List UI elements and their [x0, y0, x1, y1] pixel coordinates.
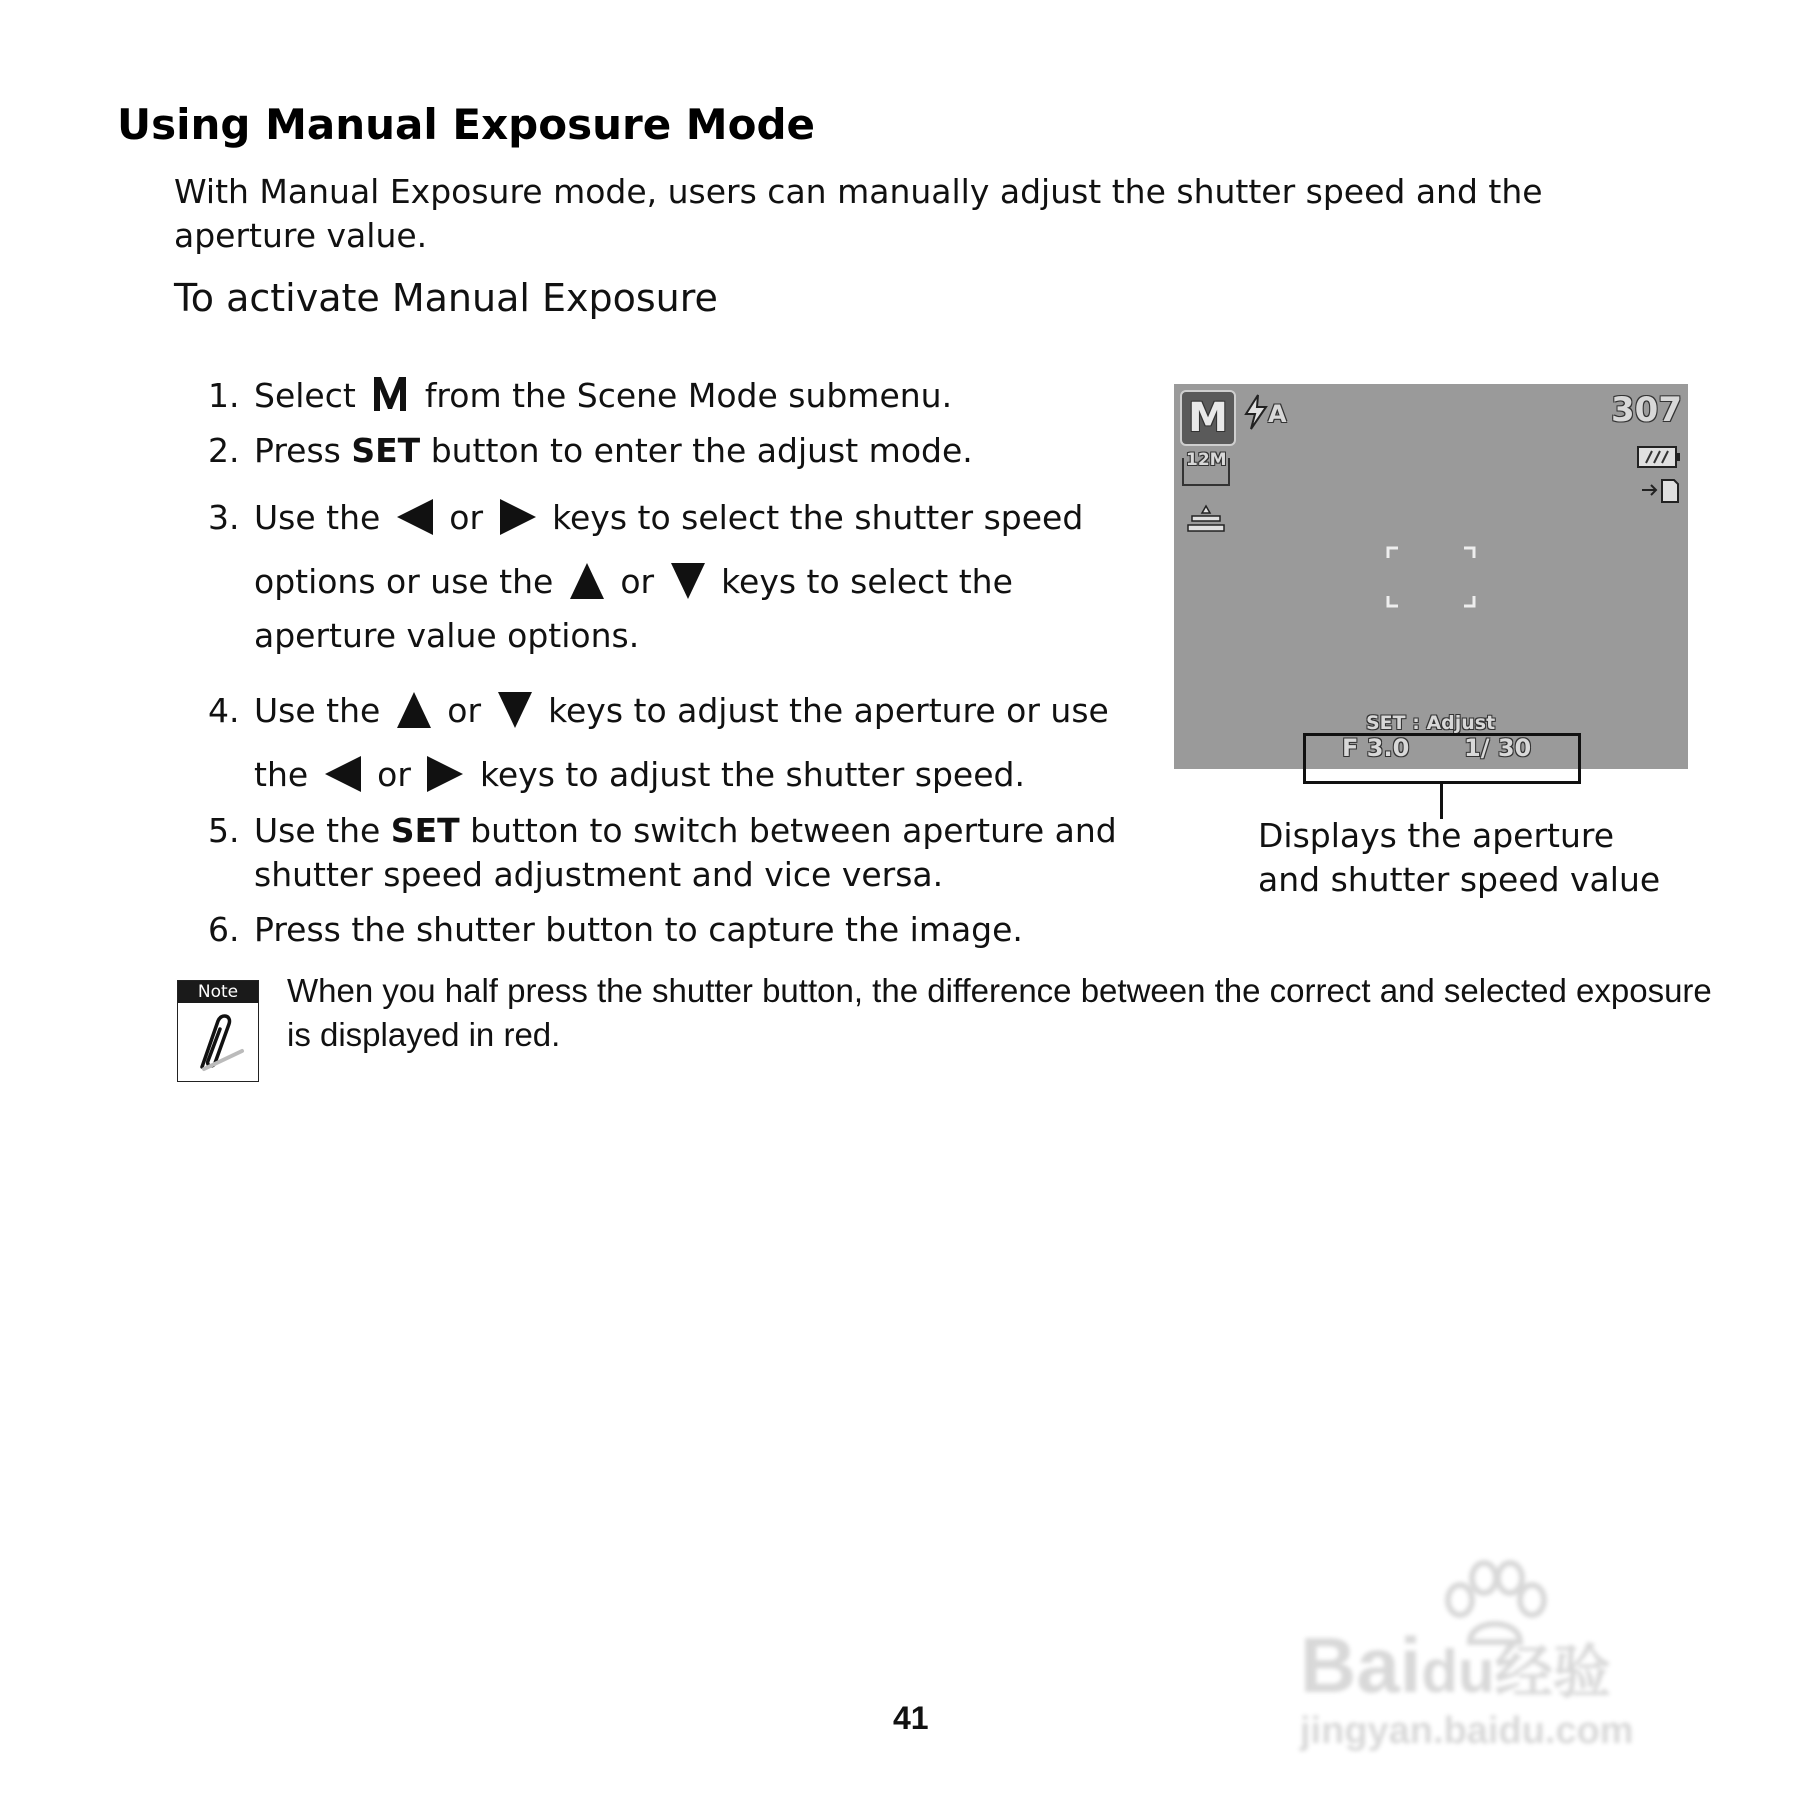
intro-paragraph: With Manual Exposure mode, users can manually adjust the shutter speed and the aperture value.: [174, 172, 1543, 255]
quality-icon: [1186, 504, 1226, 534]
resolution-label: 12M: [1186, 450, 1227, 470]
camera-lcd-screen: [1174, 384, 1688, 769]
up-arrow-icon: [397, 692, 431, 728]
set-keyword: SET: [390, 811, 460, 850]
step-number: 5.: [208, 811, 240, 850]
left-arrow-icon: [325, 756, 361, 792]
mode-label: M: [1188, 395, 1228, 441]
step-text: Use the: [254, 498, 381, 537]
screen-caption: [1258, 814, 1660, 902]
page-title: Using Manual Exposure Mode: [117, 100, 816, 149]
baidu-watermark: [1300, 1560, 1720, 1760]
step-text: keys to adjust the aperture or use: [548, 691, 1109, 730]
step-number: 2.: [208, 431, 240, 470]
set-keyword: SET: [351, 431, 421, 470]
step-text: Select: [254, 376, 356, 415]
step-text: or: [449, 498, 484, 537]
caption-line: and shutter speed value: [1258, 860, 1661, 899]
step-text: button to enter the adjust mode.: [430, 431, 973, 470]
set-adjust-hint: SET : Adjust: [1366, 712, 1496, 734]
step-number: 4.: [208, 691, 240, 730]
left-arrow-icon: [397, 499, 433, 535]
step-text: aperture value options.: [254, 616, 640, 655]
step-text: the: [254, 755, 309, 794]
focus-frame-icon: [1386, 546, 1476, 608]
mode-badge: [1180, 390, 1236, 446]
step-text: shutter speed adjustment and vice versa.: [254, 855, 944, 894]
step-text: keys to select the: [721, 562, 1013, 601]
paperclip-icon: [182, 1007, 252, 1077]
page-number: 41: [893, 1700, 929, 1736]
step-text: Press the shutter button to capture the image.: [254, 910, 1023, 949]
right-arrow-icon: [500, 499, 536, 535]
watermark-url: jingyan.baidu.com: [1300, 1710, 1634, 1752]
note-text: When you half press the shutter button, the difference between the correct and selected exposure is displayed in red.: [287, 972, 1712, 1053]
step-number: 1.: [208, 376, 240, 415]
resolution-icon: [1182, 450, 1230, 486]
down-arrow-icon: [671, 563, 705, 599]
shutter-speed-value: 1/ 30: [1464, 734, 1532, 762]
step-text: or: [377, 755, 411, 794]
section-subheading: To activate Manual Exposure: [174, 276, 718, 320]
step-text: button to switch between aperture and: [470, 811, 1117, 850]
battery-icon: [1636, 444, 1682, 470]
memory-card-icon: [1640, 476, 1682, 506]
step-text: keys to select the shutter speed: [552, 498, 1084, 537]
step-number: 3.: [208, 498, 240, 537]
step-text: or: [620, 562, 655, 601]
step-text: keys to adjust the shutter speed.: [479, 755, 1025, 794]
step-number: 6.: [208, 910, 240, 949]
watermark-brand: Baidu经验: [1300, 1621, 1611, 1709]
shots-remaining: 307: [1611, 390, 1682, 430]
manual-mode-icon: [372, 375, 408, 413]
step-text: Use the: [254, 811, 381, 850]
caption-line: Displays the aperture: [1258, 816, 1615, 855]
right-arrow-icon: [427, 756, 463, 792]
note-label: Note: [178, 981, 258, 1003]
up-arrow-icon: [570, 563, 604, 599]
step-text: options or use the: [254, 562, 554, 601]
step-text: or: [447, 691, 482, 730]
step-text: Use the: [254, 691, 381, 730]
note-badge: [177, 980, 259, 1082]
step-text: Press: [254, 431, 341, 470]
step-text: from the Scene Mode submenu.: [424, 376, 953, 415]
callout-box: [1303, 733, 1581, 784]
flash-icon: [1244, 394, 1270, 430]
down-arrow-icon: [498, 692, 532, 728]
aperture-value: F 3.0: [1342, 734, 1410, 762]
flash-mode-label: A: [1268, 400, 1287, 428]
